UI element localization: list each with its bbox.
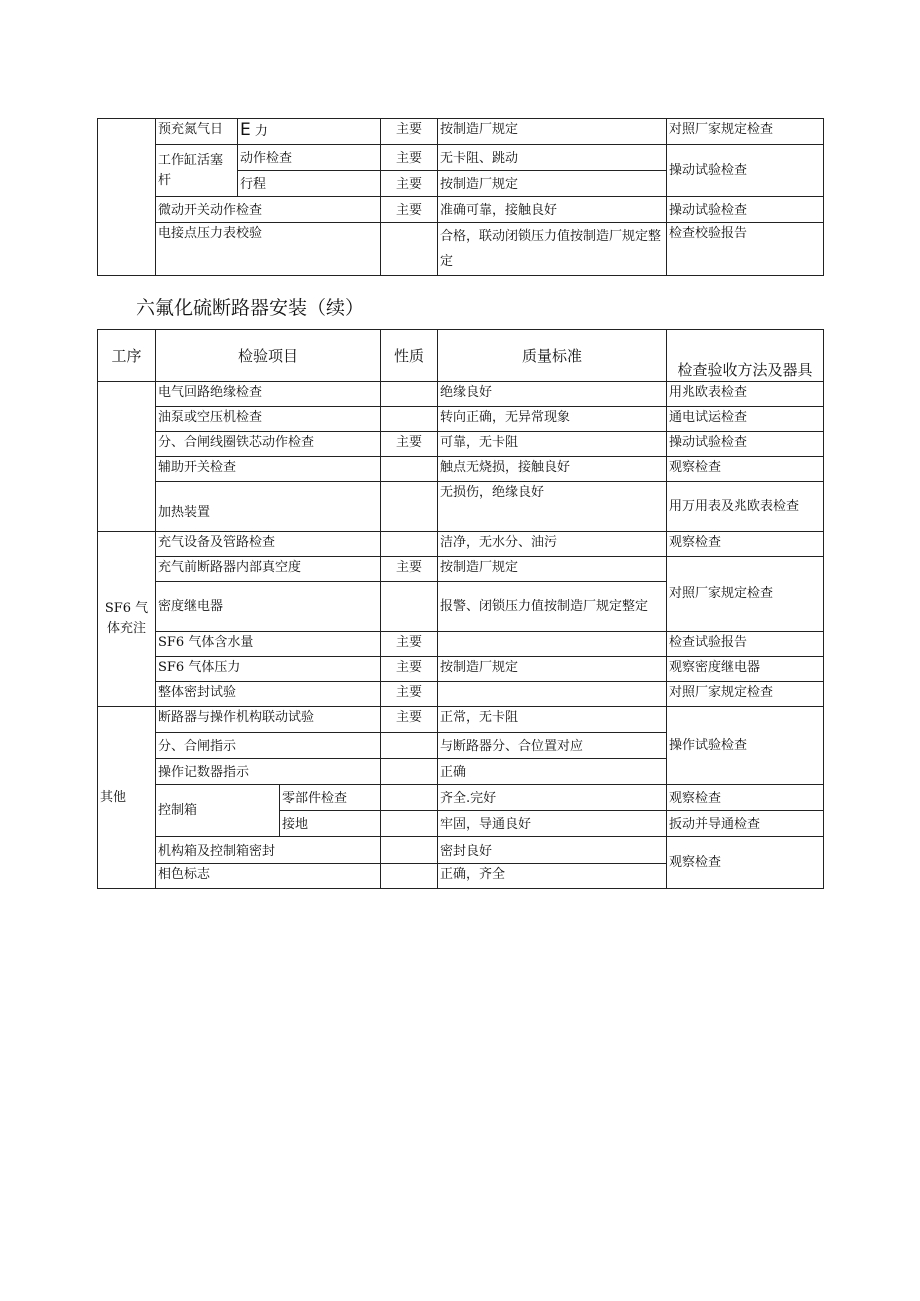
table-cell bbox=[381, 811, 438, 837]
table-cell: 无卡阻、跳动 bbox=[438, 145, 667, 171]
table-cell: SF6 气体含水量 bbox=[156, 632, 381, 657]
inspection-table bbox=[97, 329, 824, 889]
table-cell: 用万用表及兆欧表检查 bbox=[667, 482, 824, 532]
table-cell bbox=[381, 407, 438, 432]
table-cell: 充气设备及管路检查 bbox=[156, 532, 381, 557]
table-cell: 分、合闸线圈铁芯动作检查 bbox=[156, 432, 381, 457]
table-cell bbox=[381, 733, 438, 759]
table-cell: 报警、闭锁压力值按制造厂规定整定 bbox=[438, 582, 667, 632]
table-cell: 对照厂家规定检查 bbox=[667, 557, 824, 632]
table-cell: 通电试运检查 bbox=[667, 407, 824, 432]
table-cell: 触点无烧损，接触良好 bbox=[438, 457, 667, 482]
table-cell bbox=[381, 457, 438, 482]
table-cell: 电气回路绝缘检查 bbox=[156, 382, 381, 407]
table-cell: 密封良好 bbox=[438, 837, 667, 864]
header-item: 检验项目 bbox=[156, 330, 381, 382]
table-cell: 零部件检查 bbox=[280, 785, 381, 811]
table-cell: 油泵或空压机检查 bbox=[156, 407, 381, 432]
table-cell: 操动试验检查 bbox=[667, 145, 824, 197]
table-cell: 对照厂家规定检查 bbox=[667, 119, 824, 145]
table-cell: 洁净，无水分、油污 bbox=[438, 532, 667, 557]
table-cell: 电接点压力表校验 bbox=[156, 223, 381, 276]
section-title: 六氟化硫断路器安装（续） bbox=[136, 297, 365, 319]
table-cell: 微动开关动作检查 bbox=[156, 197, 381, 223]
table-cell: 牢固，导通良好 bbox=[438, 811, 667, 837]
table-cell bbox=[438, 632, 667, 657]
process-cell-empty bbox=[98, 119, 156, 276]
table-cell: 正常，无卡阻 bbox=[438, 707, 667, 733]
table-cell: 对照厂家规定检查 bbox=[667, 682, 824, 707]
table-cell: SF6 气体压力 bbox=[156, 657, 381, 682]
table-cell: 观察检查 bbox=[667, 457, 824, 482]
table-cell: 操动试验检查 bbox=[667, 432, 824, 457]
table-cell: 主要 bbox=[381, 432, 438, 457]
table-cell: 可靠，无卡阻 bbox=[438, 432, 667, 457]
table-cell: 断路器与操作机构联动试验 bbox=[156, 707, 381, 733]
table-cell: 主要 bbox=[381, 682, 438, 707]
table-cell bbox=[381, 785, 438, 811]
table-cell: 接地 bbox=[280, 811, 381, 837]
table-cell: 充气前断路器内部真空度 bbox=[156, 557, 381, 582]
table-cell: 主要 bbox=[381, 557, 438, 582]
table-cell bbox=[438, 682, 667, 707]
table-cell: 主要 bbox=[381, 119, 438, 145]
table-cell: 按制造厂规定 bbox=[438, 119, 667, 145]
table-cell: 机构箱及控制箱密封 bbox=[156, 837, 381, 864]
table-cell: 主要 bbox=[381, 171, 438, 197]
header-process: 工序 bbox=[98, 330, 156, 382]
table-cell: 预充氮气日 bbox=[156, 119, 238, 145]
inspection-table-continued bbox=[97, 118, 824, 276]
table-cell: 行程 bbox=[238, 171, 381, 197]
table-cell bbox=[381, 837, 438, 864]
table-cell: 按制造厂规定 bbox=[438, 657, 667, 682]
table-cell: 观察检查 bbox=[667, 837, 824, 889]
table-cell: 准确可靠，接触良好 bbox=[438, 197, 667, 223]
process-cell-empty bbox=[98, 382, 156, 532]
table-cell bbox=[381, 532, 438, 557]
table-cell: 辅助开关检查 bbox=[156, 457, 381, 482]
table-cell: 观察检查 bbox=[667, 532, 824, 557]
table-cell bbox=[381, 223, 438, 276]
table-cell: E bbox=[240, 120, 251, 140]
table-cell: 合格，联动闭锁压力值按制造厂规定整定 bbox=[438, 223, 667, 276]
table-cell: 绝缘良好 bbox=[438, 382, 667, 407]
table-cell: 齐全.完好 bbox=[438, 785, 667, 811]
table-cell bbox=[381, 482, 438, 532]
table-cell: 主要 bbox=[381, 197, 438, 223]
table-cell: 操作记数器指示 bbox=[156, 759, 381, 785]
header-nature: 性质 bbox=[381, 330, 438, 382]
table-cell: 加热装置 bbox=[156, 482, 381, 532]
table-cell: 力 bbox=[254, 124, 268, 139]
table-cell: 密度继电器 bbox=[156, 582, 381, 632]
table-cell: 分、合闸指示 bbox=[156, 733, 381, 759]
table-cell bbox=[381, 864, 438, 889]
table-cell: 正确，齐全 bbox=[438, 864, 667, 889]
table-cell: 操动试验检查 bbox=[667, 197, 824, 223]
table-cell: 主要 bbox=[381, 145, 438, 171]
table-cell: 扳动并导通检查 bbox=[667, 811, 824, 837]
table-cell: 观察密度继电器 bbox=[667, 657, 824, 682]
table-cell bbox=[238, 119, 381, 145]
table-cell: 主要 bbox=[381, 707, 438, 733]
table-cell: 动作检查 bbox=[238, 145, 381, 171]
table-cell bbox=[381, 759, 438, 785]
table-cell: 工作缸活塞杆 bbox=[156, 145, 238, 197]
table-cell bbox=[381, 582, 438, 632]
process-cell-sf6: SF6 气体充注 bbox=[98, 532, 156, 707]
header-method: 检查验收方法及器具 bbox=[667, 330, 824, 382]
table-cell: 观察检查 bbox=[667, 785, 824, 811]
process-cell-other: 其他 bbox=[98, 707, 156, 889]
table-cell: 主要 bbox=[381, 657, 438, 682]
table-cell: 检查校验报告 bbox=[667, 223, 824, 276]
table-cell bbox=[381, 382, 438, 407]
table-cell: 正确 bbox=[438, 759, 667, 785]
table-cell: 按制造厂规定 bbox=[438, 557, 667, 582]
table-cell: 与断路器分、合位置对应 bbox=[438, 733, 667, 759]
header-standard: 质量标准 bbox=[438, 330, 667, 382]
table-cell: 按制造厂规定 bbox=[438, 171, 667, 197]
table-cell: 无损伤，绝缘良好 bbox=[438, 482, 667, 532]
table-cell: 整体密封试验 bbox=[156, 682, 381, 707]
table-cell: 操作试验检查 bbox=[667, 707, 824, 785]
table-cell: 相色标志 bbox=[156, 864, 381, 889]
table-cell: 用兆欧表检查 bbox=[667, 382, 824, 407]
table-cell: 控制箱 bbox=[156, 785, 280, 837]
table-cell: 转向正确，无异常现象 bbox=[438, 407, 667, 432]
table-cell: 检查试验报告 bbox=[667, 632, 824, 657]
table-cell: 主要 bbox=[381, 632, 438, 657]
